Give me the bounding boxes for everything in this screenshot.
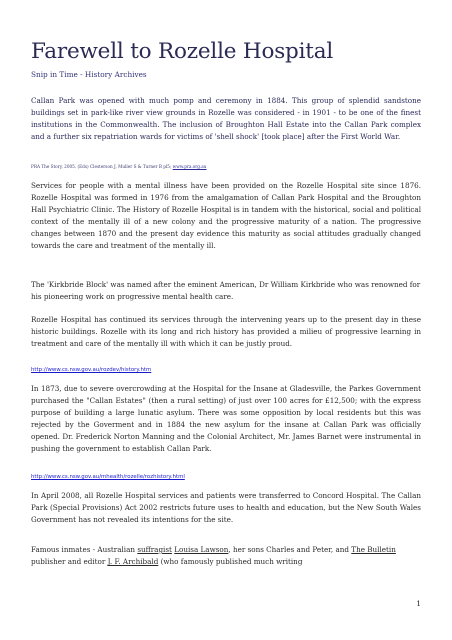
history-link-1[interactable]: http://www.cs.nsw.gov.au/rozdev/history.htm	[31, 367, 152, 373]
inmates-text-a: Famous inmates - Australian	[31, 545, 138, 554]
paragraph-kirkbride: The 'Kirkbride Block' was named after the eminent American, Dr William Kirkbride who was renowned for his pioneering work on progressive mental health care.	[31, 280, 421, 302]
paragraph-famous-inmates	[31, 544, 421, 568]
paragraph-continued-services: Rozelle Hospital has continued its services through the intervening years up to the present day in these historic buildings. Rozelle with its long and rich history has provided a milieu of progressive learning in treatment and care of the mentally ill with which it can be justly proud.	[31, 315, 421, 349]
paragraph-2008: In April 2008, all Rozelle Hospital services and patients were transferred to Concord Hospital. The Callan Park (Special Provisions) Act 2002 restricts future uses to health and education, but the New South Wales Government has not revealed its intentions for the site.	[31, 491, 421, 525]
page-number: 1	[416, 599, 421, 608]
inmates-text-e: (who famously published much writing	[158, 557, 303, 567]
suffragist-link[interactable]: suffragist	[137, 545, 172, 554]
inmates-text-c: , her sons Charles and Peter, and	[228, 545, 352, 554]
history-link-2[interactable]: http://www.cs.nsw.gov.au/mhealth/rozelle/rozhistory.html	[31, 474, 185, 480]
document-title: Farewell to Rozelle Hospital	[31, 39, 334, 64]
citation-link[interactable]: www.pra.org.au	[172, 164, 207, 169]
paragraph-1873: In 1873, due to severe overcrowding at the Hospital for the Insane at Gladesville, the Parkes Government purchased the "Callan Estates" (then a rural setting) of just over 100 acres for £12,500; with the express purpose of building a large lunatic asylum. There was some opposition by local residents but this was rejected by the Goverment and in 1884 the new asylum for the insane at Callan Park was officially opened. Dr. Frederick Norton Manning and the Colonial Architect, Mr. James Barnet were instrumental in pushing the government to establish Callan Park.	[31, 384, 421, 454]
paragraph-services: Services for people with a mental illness have been provided on the Rozelle Hospital site since 1876. Rozelle Hospital was formed in 1976 from the amalgamation of Callan Park Hospital and the Broughton Hall Psychiatric Clinic. The History of Rozelle Hospital is in tandem with the historical, social and political context of the mentally ill of a new colony and the progressive maturity of a nation. The progressive changes between 1870 and the present day evidence this maturity as social attitudes gradually changed towards the care and treatment of the mentally ill.	[31, 181, 421, 251]
citation	[31, 164, 421, 169]
archibald-link[interactable]: J. F. Archibald	[107, 557, 159, 567]
document-subtitle: Snip in Time - History Archives	[31, 70, 147, 79]
paragraph-intro: Callan Park was opened with much pomp and ceremony in 1884. This group of splendid sandstone buildings set in park-like river view grounds in Rozelle was considered - in 1901 - to be one of the finest institutions in the Commonwealth. The inclusion of Broughton Hall Estate into the Callan Park complex and a further six repatriation wards for victims of 'shell shock' [took place] after the First World War.	[31, 96, 421, 142]
citation-text: PRA The Story, 2005. (Eds) Clesterson J, Muller S & Turner B pl5;	[31, 164, 173, 169]
the-bulletin-link[interactable]: The Bulletin	[351, 545, 396, 554]
inmates-text-d: publisher and editor	[31, 557, 108, 567]
louisa-lawson-link[interactable]: Louisa Lawson	[174, 545, 229, 554]
